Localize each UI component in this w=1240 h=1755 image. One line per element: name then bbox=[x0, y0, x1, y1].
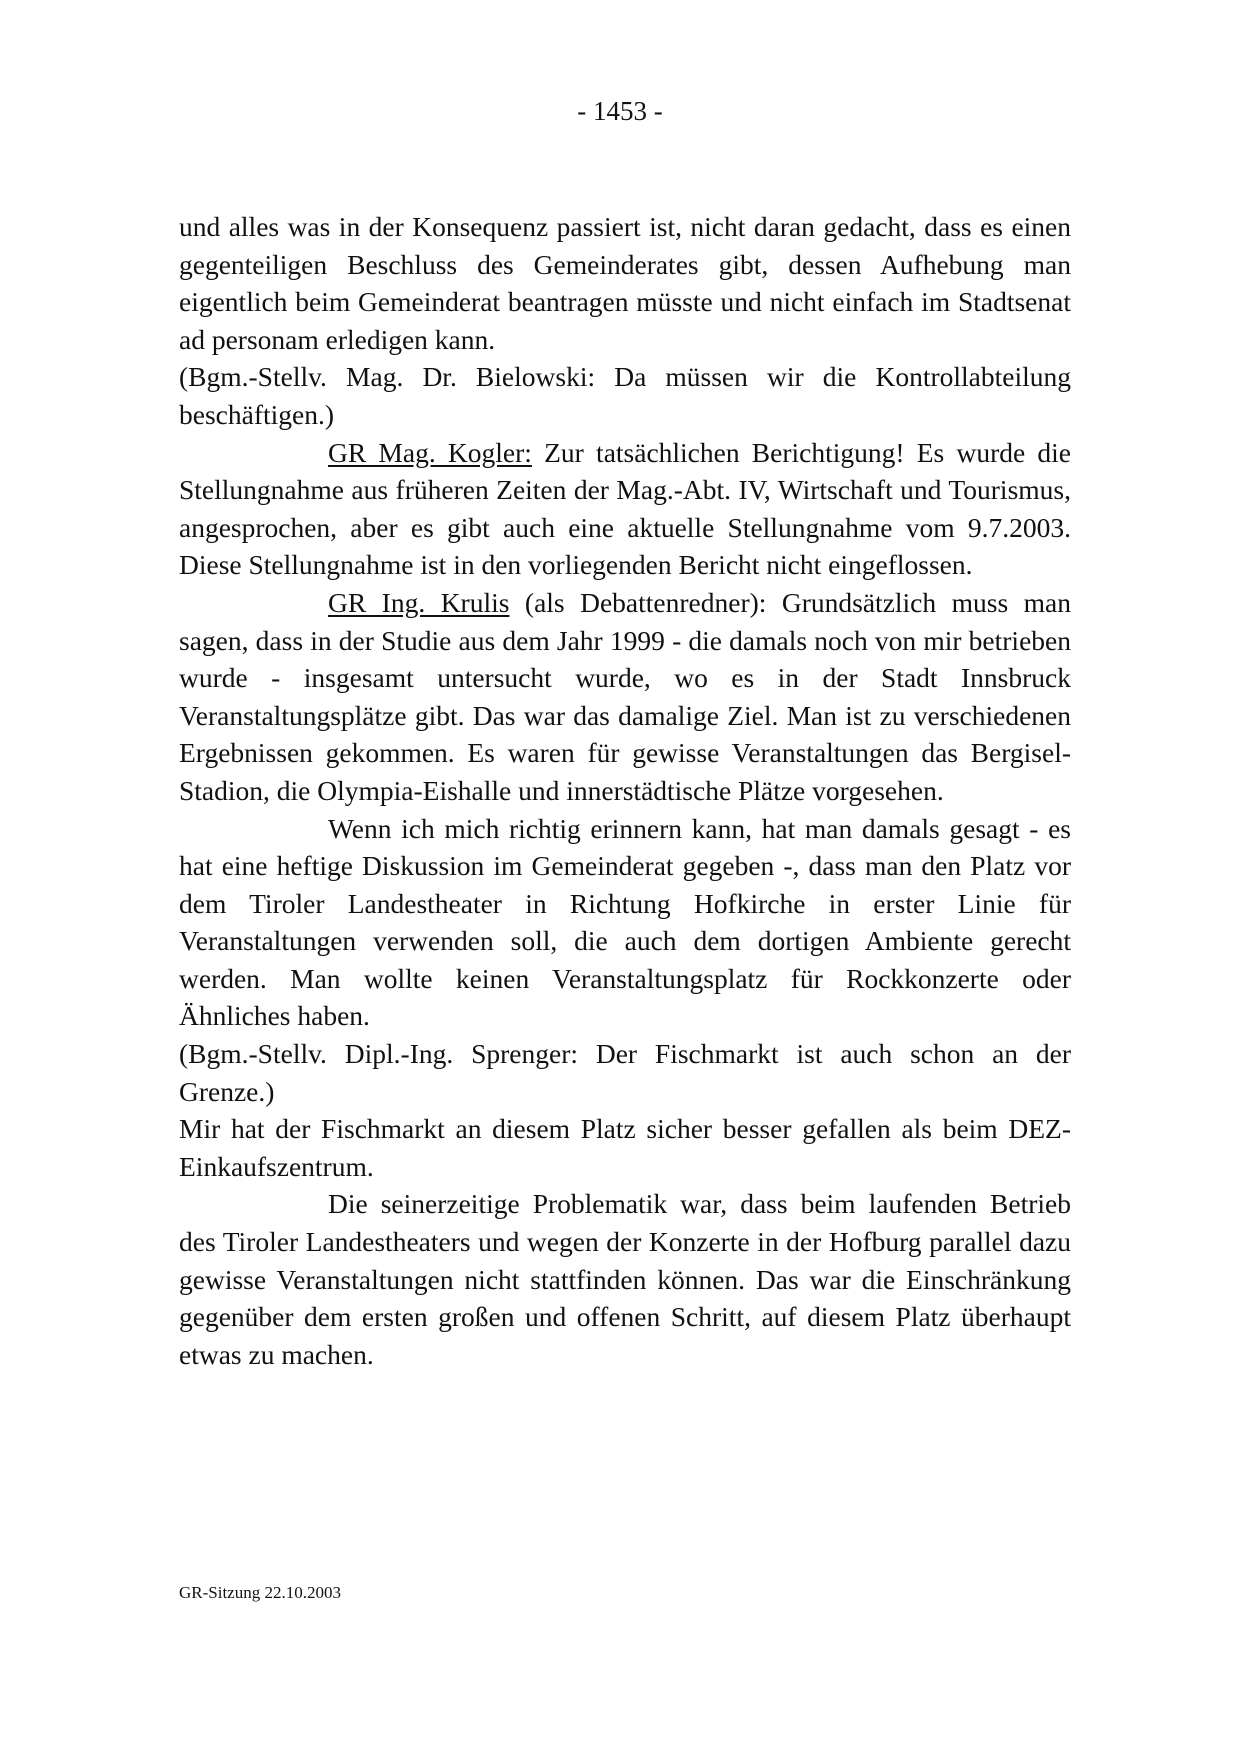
footer-session: GR-Sitzung 22.10.2003 bbox=[179, 1583, 341, 1602]
paragraph-continuation: und alles was in der Konsequenz passiert ist, nicht daran gedacht, dass es einen gegenteiligen Beschluss des Gemeinderates gibt, dessen Aufhebung man eigentlich beim Gemeinderat beantragen müsste und nicht einfach im Stadtsenat ad personam erledigen kann. bbox=[179, 211, 1071, 355]
paragraph-krulis bbox=[179, 584, 1071, 810]
paragraph-problematik: Die seinerzeitige Problematik war, dass beim laufenden Betrieb des Tiroler Landestheaters und wegen der Konzerte in der Hofburg parallel dazu gewisse Veranstaltungen nicht stattfinden können. Das war die Einschränkung gegenüber dem ersten großen und offenen Schritt, auf diesem Platz überhaupt etwas zu machen. bbox=[179, 1188, 1071, 1370]
document-body bbox=[179, 208, 1071, 1373]
paragraph-memory: Wenn ich mich richtig erinnern kann, hat man damals gesagt - es hat eine heftige Diskussion im Gemeinderat gegeben -, dass man den Platz vor dem Tiroler Landestheater in Richtung Hofkirche in erster Linie für Veranstaltungen verwenden soll, die auch dem dortigen Ambiente gerecht werden. Man wollte keinen Veranstaltungsplatz für Rockkonzerte oder Ähnliches haben. bbox=[179, 812, 1071, 1032]
paragraph-fischmarkt: Mir hat der Fischmarkt an diesem Platz sicher besser gefallen als beim DEZ-Einkaufszentrum. bbox=[179, 1113, 1071, 1182]
speaker-kogler: GR Mag. Kogler: bbox=[328, 436, 532, 468]
statement-krulis: (als Debattenredner): Grundsätzlich muss man sagen, dass in der Studie aus dem Jahr 1999 - die damals noch von mir betrieben wurde - insgesamt untersucht wurde, wo es in der Stadt Innsbruck Veranstaltungsplätze gibt. Das war das damalige Ziel. Man ist zu verschiedenen Ergebnissen gekommen. Es waren für gewisse Veranstaltungen das Bergisel-Stadion, die Olympia-Eishalle und innerstädtische Plätze vorgesehen. bbox=[179, 586, 1071, 806]
statement-kogler: Zur tatsächlichen Berichtigung! Es wurde die Stellungnahme aus früheren Zeiten der Mag.-Abt. IV, Wirtschaft und Tourismus, angesprochen, aber es gibt auch eine aktuelle Stellungnahme vom 9.7.2003. Diese Stellungnahme ist in den vorliegenden Bericht nicht eingeflossen. bbox=[179, 436, 1071, 581]
paragraph-kogler bbox=[179, 434, 1071, 584]
speaker-krulis: GR Ing. Krulis bbox=[328, 586, 510, 618]
interjection-sprenger: (Bgm.-Stellv. Dipl.-Ing. Sprenger: Der Fischmarkt ist auch schon an der Grenze.) bbox=[179, 1038, 1071, 1107]
interjection-bielowski: (Bgm.-Stellv. Mag. Dr. Bielowski: Da müssen wir die Kontrollabteilung beschäftigen.) bbox=[179, 361, 1071, 430]
page-number: - 1453 - bbox=[577, 96, 663, 126]
